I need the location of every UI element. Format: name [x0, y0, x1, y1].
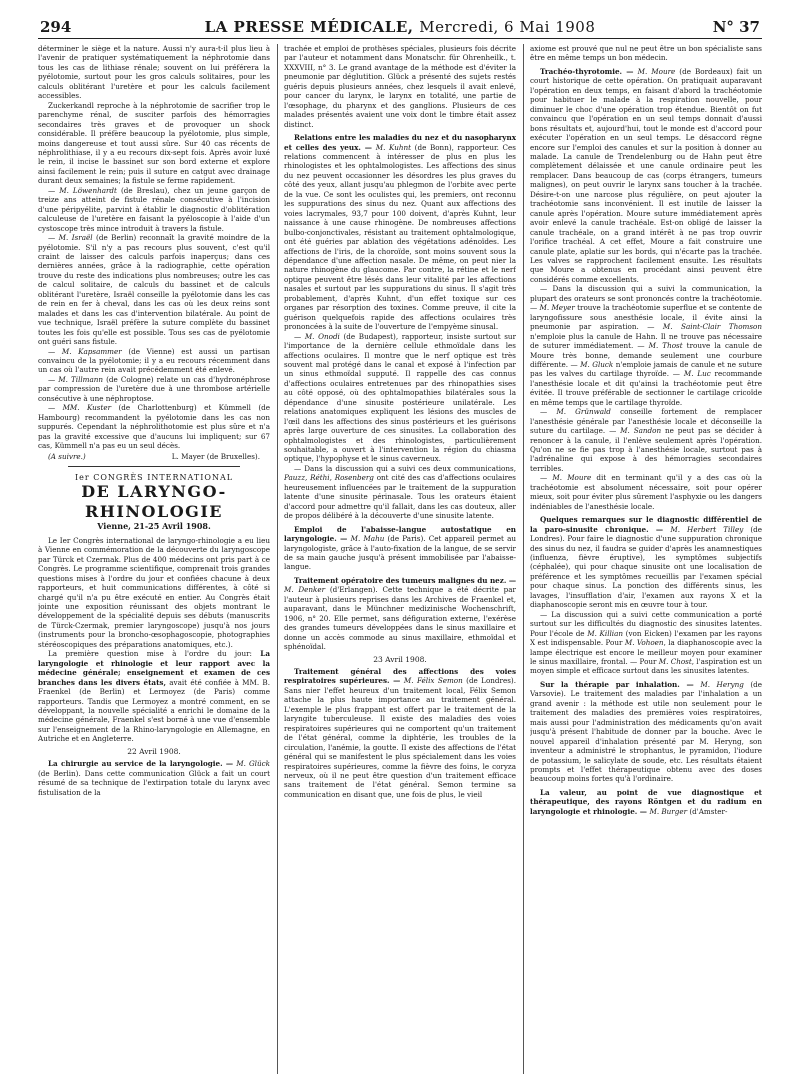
speaker-name: M. Burger [649, 806, 688, 816]
issue-date: Mercredi, 6 Mai 1908 [419, 18, 596, 36]
congress-subtitle: Ier CONGRÈS INTERNATIONAL [74, 472, 234, 482]
speaker-name: M. Moure [552, 473, 592, 483]
paragraph-text: — [540, 473, 553, 483]
congress-title: DE LARYNGO-RHINOLOGIE [81, 482, 227, 522]
topic-title: Trachéo-thyrotomie. — [540, 66, 638, 76]
paragraph-text: (von Eicken) l'examen par les rayons X est indispensable. Pour [530, 628, 762, 648]
paragraph [38, 649, 270, 744]
speaker-name: M. Kuhnt [375, 142, 412, 152]
paragraph [530, 680, 762, 784]
paragraph [38, 347, 270, 375]
paragraph-text: dit en terminant qu'il y a des cas où la trachéotomie est absolument nécessaire, soit pour opérer mieux, soit pour éviter plus sûrement l'asphyxie ou les dangers indéniables de l'anesthésie locale. [530, 473, 762, 511]
congress-heading [38, 473, 270, 532]
paragraph: déterminer le siège et la nature. Aussi n'y aura-t-il plus lieu à l'avenir de pratiquer systématiquement la néphrotomie dans tous les cas de lithiase rénale; souvent on lui préférera la pyélotomie, surtout pour les gros calculs solitaires, pour les calculs oblitérant l'uretère et pour les calculs facilement accessibles. [38, 44, 270, 101]
speaker-name: Pauzz, Réthi, Rosenberg [284, 473, 374, 483]
speaker-name: M. Heryng [700, 679, 744, 689]
paragraph [284, 332, 516, 464]
paragraph [38, 233, 270, 346]
paragraph-text: (de Paris). Cet appareil permet au laryngologiste, grâce à l'auto-fixation de la langue, de se servir de sa main gauche jusqu'à présent immobilisée par l'abaisse-langue. [284, 534, 516, 572]
header-rule [38, 38, 762, 39]
paragraph-text: (de Berlin). Dans cette communication Glück a fait un court résumé de sa technique de l'extirpation totale du larynx avec fistulisation de la [38, 768, 270, 797]
page-number: 294 [40, 18, 72, 36]
paragraph-text: — Dans la discussion qui a suivi ces deux communications, [294, 463, 516, 473]
paragraph-text: — La discussion qui a suivi cette communication a porté surtout sur les difficultés du diagnostic des sinusites latentes. Pour l'école de [530, 609, 762, 638]
paragraph [284, 525, 516, 572]
column-divider [277, 44, 278, 1074]
speaker-name: — MM. Kuster [48, 403, 112, 413]
paragraph [284, 576, 516, 652]
speaker-name: M. Saint-Clair Thomson [662, 322, 762, 332]
paragraph [284, 464, 516, 521]
paragraph-text: n'emploie plus la canule de Hahn. Il ne trouve pas nécessaire de suturer immédiatement. — [530, 331, 762, 351]
paragraph-text: ne peut pas se décider à renoncer à la canule, il l'enlève seulement après l'opération. Qu'on ne se fie pas trop à l'anesthésie locale, surtout pas à l'adrénaline qui expose à des hémorragies secondaires terribles. [530, 426, 762, 473]
paragraph [38, 403, 270, 450]
paragraph [530, 473, 762, 511]
speaker-name: M. Denker [284, 585, 326, 595]
paragraph-text: (de Charlottenburg) et Kümmell (de Hambourg) recommandent la pyélotomie dans les cas non suppurés. Cependant la néphrolithotomie est plus sûre et n'a pas la gravité excessive que d'aucuns lui impliquent; sur 67 cas, Kümmell n'a pas eu un seul décès. [38, 403, 270, 451]
paragraph-text: , l'aspiration est un moyen simple et efficace surtout dans les sinusites latentes. [530, 657, 762, 676]
paragraph: axiome est prouvé que nul ne peut être un bon spécialiste sans être en même temps un bon médecin. [530, 44, 762, 63]
speaker-name: M. Vohoen [624, 638, 664, 648]
signature-line [48, 452, 260, 461]
paragraph [284, 667, 516, 799]
speaker-name: M. Moure [637, 66, 676, 76]
topic-title: Traitement opératoire des tumeurs malignes du nez. — [294, 575, 516, 585]
article-author: L. Mayer (de Bruxelles). [171, 452, 260, 462]
section-separator [68, 466, 240, 467]
topic-title: Traitement général des affections des voies respiratoires supérieures. — [284, 667, 516, 686]
journal-name: LA PRESSE MÉDICALE, [204, 18, 414, 36]
paragraph-text: La première question mise à l'ordre du jour: [48, 649, 261, 659]
topic-title: La laryngologie et rhinologie et leur rapport avec la médecine générale; enseignement et examen de ces branches dans les divers états, [38, 649, 270, 687]
paragraph-text: (de Breslau), chez un jeune garçon de treize ans atteint de fistule rénale consécutive à l'incision d'une péripyélite, parvint à établir le diagnostic d'oblitération calculeuse de l'uretère en faisant la pyéloscopie à l'aide d'un cystoscope très mince introduit à travers la fistule. [38, 185, 270, 233]
paragraph-text: (de Berlin) reconnaît la gravité moindre de la pyélotomie. S'il n'y a pas recours plus souvent, c'est qu'il craint de laisser des calculs parfois inaperçus; dans ces dernières années, grâce à la radiographie, cette opération trouve du reste des indications plus nombreuses; outre les cas de calcul solitaire, de calculs du bassinet et de calculs oblitérant l'uretère, Israël conseille la pyélotomie dans les cas de rein en fer à cheval, dans les cas où les deux reins sont malades et dans les cas d'intervention bilatérale. Au point de vue technique, Israël préfère la suture complète du bassinet toutes les fois qu'elle est possible. Tous ses cas de pyélotomie ont guéri sans fistule. [38, 233, 270, 347]
speaker-name: M. Killian [587, 628, 624, 638]
paragraph-text: (d'Erlangen). Cette technique a été décrite par l'auteur à plusieurs reprises dans les Archives de Fraenkel et, auparavant, dans le Münchner medizinische Wochenschrift, 1906, n° 20. Elle permet, sans défiguration externe, l'exérèse des grandes tumeurs développées dans le sinus maxillaire et donne un accès commode au sinus maxillaire, ethmoïdal et sphénoïdal. [284, 585, 516, 652]
paragraph-text: n'emploie jamais de canule et ne suture pas les valves du cartilage thyroïde. — [530, 359, 762, 379]
speaker-name: M. Thost [648, 341, 683, 351]
to-be-continued: (A suivre.) [48, 452, 86, 462]
speaker-name: M. Herbert Tilley [670, 524, 744, 534]
page-header [38, 18, 762, 36]
paragraph-text: (de Bordeaux) fait un court historique de cette opération. On pratiquait auparavant l'opération en deux temps, en faisant d'abord la trachéotomie pour habituer le malade à la respiration nouvelle, pour diminuer le choc d'une opération trop étendue. Bientôt on fut convaincu que l'opération en un seul temps donnait d'aussi bons résultats et, aujourd'hui, tout le monde est d'accord pour exécuter l'opération en un seul temps. Le désaccord règne encore sur l'emploi des canules et sur la position à donner au malade. La canule de Trendelenburg ou de Hahn peut être complètement délaissée et une canule ordinaire peut les remplacer. Dans beaucoup de cas (corps étrangers, tumeurs malignes), on peut ouvrir le larynx sans toucher à la trachée. Désire-t-on une narcose plus régulière, on peut ajouter la trachéotomie sans inconvénient. Il est inutile de laisser la canule après l'opération. Moure suture immédiatement après avoir enlevé la canule trachéale. Est-on obligé de laisser la canule trachéale, on a grand intérêt à ne pas trop ouvrir l'orifice trachéal. A cet effet, Moure a fait construire une canule plate, aplatie sur les bords, qui n'écarte pas la trachée. Les valves se rapprochent facilement ensuite. Les résultats que Moure a obtenus en procédant ainsi peuvent être considérés comme excellents. [530, 66, 762, 284]
column-divider [523, 44, 524, 1074]
paragraph-text: (de Budapest), rapporteur, insiste surtout sur l'importance de la dernière cellule ethmoïdale dans les affections oculaires. Il montre que le nerf optique est très souvent mal protégé dans le canal et exposé à l'infection par un sinus ethmoïdal supputé. Il rappelle des cas connus d'affections oculaires entretenues par des rhinopathies sises au côté opposé, où des ophtalmopathies bilatérales sous la dépendance d'une sinusite postérieure unilatérale. Les relations anatomiques expliquent les lésions des muscles de l'œil dans les affections des sinus postérieurs et les guérisons après large ouverture de ces sinusites. La collaboration des ophtalmologistes et des rhinologistes, particulièrement souhaitable, a ouvert à l'intervention la région du chiasma optique, l'hypophyse et le sinus caverneux. [284, 331, 516, 464]
speaker-name: M. Grünwald [556, 407, 611, 417]
paragraph-text: conseille fortement de remplacer l'anesthésie générale par l'anesthésie locale et déconseille la suture du cartilage. — [530, 407, 762, 436]
paragraph: Le Ier Congrès international de laryngo-rhinologie a eu lieu à Vienne en commémoration de la découverte du laryngoscope par Türck et Czermak. Plus de 400 médecins ont pris part à ce Congrès. Le programme scientifique, comprenait trois grandes questions mises à l'ordre du jour et confiées chacune à deux rapporteurs, et huit communications différentes, à côté si chargé qu'il n'a pu être exécuté en entier. Au Congrès était jointe une exposition réunissant des objets montrant le développement de la spécialité depuis ses débuts (manuscrits de Türck-Czermak, premier laryngoscope) jusqu'à nos jours (instruments pour la broncho-œsophagoscopie, photographies stéréoscopiques des préparations anatomiques, etc.). [38, 535, 270, 649]
congress-location: Vienne, 21-25 Avril 1908. [97, 521, 211, 532]
session-date: 23 Avril 1908. [373, 654, 427, 664]
paragraph [38, 759, 270, 797]
paragraph-text: (de Vienne) est aussi un partisan convaincu de la pyélotomie; il y a eu recours récemment dans un cas où l'autre rein avait précédemment été enlevé. [38, 346, 270, 375]
paragraph [530, 67, 762, 284]
paragraph [38, 186, 270, 233]
paragraph [38, 375, 270, 403]
paragraph-text: (de Varsovie). Le traitement des maladies par l'inhalation a un grand avenir : la méthode est utile non seulement pour le traitement des maladies des premières voies respiratoires, mais aussi pour l'administration des médicaments qu'on avait jusqu'à présent l'habitude de donner par la bouche. Avec le nouvel appareil d'inhalation présenté par M. Heryng, son inventeur a administré le strophantus, le pyramidon, l'iodure de potassium, le salicylate de soude, etc. Les résultats étaient prompts et l'effet thérapeutique obtenu avec des doses beaucoup moins fortes qu'à l'ordinaire. [530, 679, 762, 784]
paragraph: Zuckerkandl reproche à la néphrotomie de sacrifier trop le parenchyme rénal, de susciter parfois des hémorragies secondaires très graves et de provoquer un shock considérable. Il préfère beaucoup la pyélotomie, plus simple, moins dangereuse et tout aussi sûre. Sur 40 cas récents de néphrolithiase, il y a eu recours dix-sept fois. Après avoir luxé le rein, il incise le bassinet sur son bord externe et explore ainsi facilement le rein; puis il suture en catgut avec drainage durant deux semaines; la fistule se ferme rapidement. [38, 100, 270, 186]
paragraph: trachée et emploi de prothèses spéciales, plusieurs fois décrite par l'auteur et notamment dans Monatschr. für Ohrenheilk., t. XXXVIII, n° 3. Le grand avantage de la méthode est d'éviter la pneumonie par déglutition. Glück a présenté des sujets restés guéris depuis plusieurs années, chez lesquels il avait enlevé, pour cancer du larynx, le larynx en totalité, une partie de l'œsophage, du pharynx et des ganglions. Plusieurs de ces malades présentés avaient une voix dont le timbre était assez distinct. [284, 44, 516, 129]
speaker-name: M. Luc [683, 369, 711, 379]
topic-title: Relations entre les maladies du nez et du nasopharynx et celles des yeux. — [284, 133, 516, 152]
paragraph [530, 610, 762, 676]
speaker-name: M. Mahu [350, 534, 385, 544]
speaker-name: M. Gluck [580, 359, 614, 369]
speaker-name: — M. Kapsammer [48, 346, 122, 356]
column-3 [530, 44, 762, 1074]
speaker-name: — M. Onodi [294, 331, 340, 341]
speaker-name: M. Félix Semon [403, 676, 463, 686]
speaker-name: M. Chost [658, 657, 692, 666]
topic-title: La valeur, au point de vue diagnostique et thérapeutique, des rayons Röntgen et du radium en laryngologie et rhinologie. — [530, 787, 762, 816]
paragraph-text: — Dans la discussion qui a suivi la communication, la plupart des orateurs se sont prononcés contre la trachéotomie. — [530, 284, 762, 313]
paragraph-text: (de Londres). Pour faire le diagnostic d'une suppuration chronique des sinus du nez, il faudra se guider d'après les anamnestiques (influenza, fièvre éruptive), les symptômes subjectifs (céphalée), qui pour chaque sinusite ont une localisation de préférence et les symptômes recueillis par l'examen spécial pour chaque sinus. La ponction des différents sinus, les lavages, l'insufflation d'air, l'examen aux rayons X et la diaphanoscopie seront mis en œuvre tour à tour. [530, 524, 762, 610]
column-2 [284, 44, 516, 1074]
paragraph-text: avait été confiée à MM. B. Fraenkel (de Berlin) et Lermoyez (de Paris) comme rapporteurs. Tandis que Lermoyez a montré comment, en se développant, la nouvelle spécialité a enrichi le domaine de la médecine générale, Fraenkel s'est borné à une vue d'ensemble sur l'enseignement de la Rhino-laryngologie en Allemagne, en Autriche et en Angleterre. [38, 677, 270, 744]
journal-title [38, 18, 762, 36]
topic-title: Sur la thérapie par inhalation. — [540, 679, 701, 689]
speaker-name: — M. Löwenhardt [48, 185, 117, 195]
topic-title: La chirurgie au service de la laryngologie. — [48, 759, 237, 769]
issue-number: N° 37 [712, 18, 760, 36]
paragraph-text: ont cité des cas d'affections oculaires heureusement influencées par le traitement de la suppuration latente d'une sinusite périnasale. Tous les orateurs étaient d'accord pour admettre qu'il fallait, dans les cas douteux, aller de propos délibéré à la découverte d'une sinusite latente. [284, 473, 516, 521]
paragraph-text: (de Cologne) relate un cas d'hydronéphrose par compression de l'uretère due à une thrombose artérielle consécutive à une néphroptose. [38, 374, 270, 403]
paragraph-text: trouve la trachéotomie superflue et se contente de laryngofissure sous anesthésie locale, il évite ainsi la pneumonie par aspiration. — [530, 303, 762, 332]
speaker-name: M. Glück [236, 759, 270, 769]
speaker-name: M. Sandon [620, 426, 662, 436]
topic-title: Quelques remarques sur le diagnostic différentiel de la paro-sinusite chronique. — [530, 515, 762, 534]
paragraph-text: (d'Amster- [687, 806, 728, 816]
speaker-name: — M. Israël [48, 233, 93, 243]
paragraph-text: (de Bonn), rapporteur. Ces relations commencent à intéresser de plus en plus les rhinologistes et les ophtalmologistes. Les affections des sinus du nez peuvent occasionner les désordres les plus graves du côté des yeux, allant jusqu'au phlegmon de l'orbite avec perte de la vue. Ce sont les oculistes qui, les premiers, ont reconnu les suppurations des sinus du nez. Quant aux affections des voies lacrymales, 93,7 pour 100 doivent, d'après Kuhnt, leur naissance à une cause rhinogène. De nombreuses affections bulbo-conjonctivales, résistant au traitement ophtalmologique, ont été guéries par ablation des végétations adénoïdes. Les affections de l'iris, de la choroïde, sont moins souvent sous la dépendance d'une affection nasale. De même, on peut nier la nature rhinogène du glaucome. Par contre, la rétine et le nerf optique peuvent être lésés dans leur vitalité par les affections nasales et surtout par les suppurations du sinus. Il s'agit très probablement, d'après Kuhnt, d'un effet toxique sur ces organes par résorption des toxines. Comme preuve, il cite la guérison quelquefois rapide des affections oculaires très prononcées à la suite de l'ouverture de l'empyème sinusal. [284, 142, 516, 332]
paragraph [530, 788, 762, 816]
paragraph-text: — [540, 407, 557, 417]
paragraph [530, 407, 762, 473]
paragraph-text: trouve la canule de Moure très bonne, demande seulement une courbure différente. — [530, 341, 762, 369]
topic-title: Emploi de l'abaisse-langue autostatique en laryngologie. — [284, 524, 516, 544]
paragraph [284, 133, 516, 332]
paragraph [530, 284, 762, 407]
column-1 [38, 44, 270, 1074]
paragraph-text: (de Londres). Sans nier l'effet heureux d'un traitement local, Félix Semon attache la plus haute importance au traitement général. L'exemple le plus frappant est offert par le traitement de la laryngite tuberculeuse. Il existe des maladies des voies respiratoires supérieures qui ne comportent qu'un traitement de l'état général, comme la diphtérie, les troubles de la circulation, l'anémie, la goutte. Il existe des affections de l'état général qui se manifestent le plus spécialement dans les voies respiratoires supérieures, comme la fièvre des foins, le coryza nerveux, où il ne peut être question d'un traitement efficace sans traitement de l'état général. Semon termine sa communication en disant que, une fois de plus, le vieil [284, 676, 516, 799]
paragraph-text: , la diaphanoscopie avec la lampe électrique est encore le meilleur moyen pour examiner le sinus maxillaire, frontal. — Pour [530, 638, 762, 666]
paragraph [530, 515, 762, 610]
paragraph-text: recommande l'anesthésie locale et dit qu'ainsi la trachéotomie peut être évitée. Il trouve préférable de sectionner le cartilage cricoïde en même temps que le cartilage thyroïde. [530, 369, 762, 407]
session-date: 22 Avril 1908. [127, 746, 181, 756]
speaker-name: M. Meyer [539, 303, 575, 313]
speaker-name: — M. Tillmann [48, 374, 104, 384]
